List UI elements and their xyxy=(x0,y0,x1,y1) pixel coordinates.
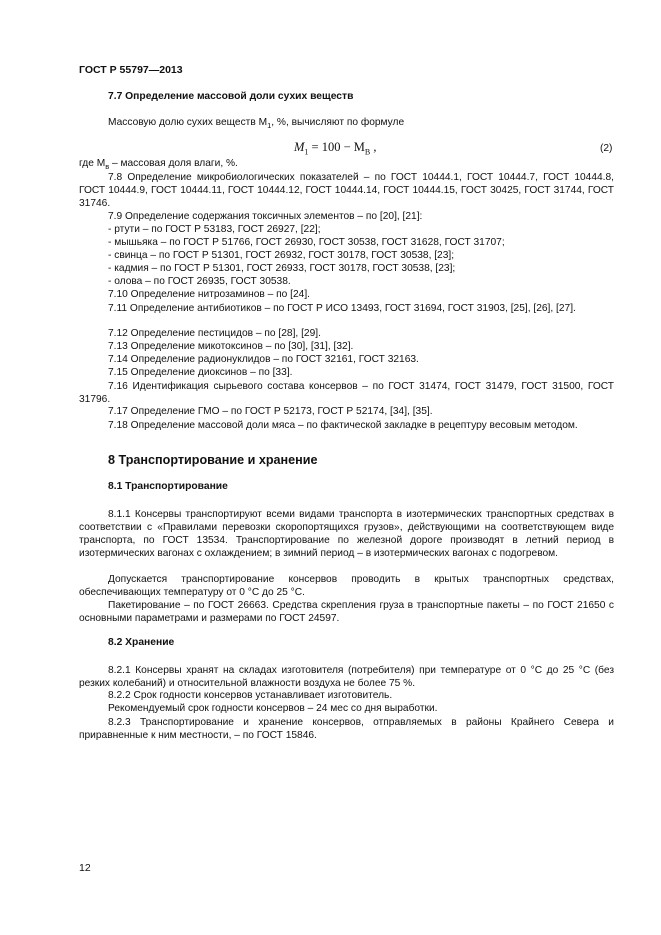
item-7-11: 7.11 Определение антибиотиков – по ГОСТ Р ИСО 13493, ГОСТ 31694, ГОСТ 31903, [25], [26], [27]. xyxy=(108,303,576,314)
equation-number: (2) xyxy=(600,143,613,154)
formula-2: $M_1 = 100 - M_В$ , xyxy=(294,140,377,157)
section-8-title: 8 Транспортирование и хранение xyxy=(108,453,318,467)
item-7-16: 7.16 Идентификация сырьевого состава консервов – по ГОСТ 31474, ГОСТ 31479, ГОСТ 31500, ГОСТ 31796. xyxy=(79,381,614,406)
item-7-12: 7.12 Определение пестицидов – по [28], [29]. xyxy=(108,328,321,339)
formula-intro: Массовую долю сухих веществ $М_1$, %, вычисляют по формуле xyxy=(108,117,405,131)
item-8-1-1-permit: Допускается транспортирование консервов проводить в крытых транспортных средствах, обеспечивающих температуру от 0 °С до 25 °С. xyxy=(79,574,614,599)
item-8-1-1: 8.1.1 Консервы транспортируют всеми видами транспорта в изотермических транспортных средствах в соответствии с «Правилами перевозки скоропортящихся грузов», действующими на соответствующем виде транспорта, по ГОСТ 13534. Транспортирование по железной дороге производят в летний период в изотермических вагонах с охлаждением; в зимний период – в изотермических вагонах с подогревом. xyxy=(79,509,614,560)
page-number: 12 xyxy=(79,862,91,874)
item-7-18: 7.18 Определение массовой доли мяса – по фактической закладке в рецептуру весовым методом. xyxy=(108,420,578,431)
item-7-10: 7.10 Определение нитрозаминов – по [24]. xyxy=(108,289,310,300)
item-7-14: 7.14 Определение радионуклидов – по ГОСТ 32161, ГОСТ 32163. xyxy=(108,354,419,365)
item-7-9: 7.9 Определение содержания токсичных элементов – по [20], [21]: xyxy=(108,211,423,222)
item-7-8: 7.8 Определение микробиологических показателей – по ГОСТ 10444.1, ГОСТ 10444.7, ГОСТ 10444.8, ГОСТ 10444.9, ГОСТ 10444.11, ГОСТ 10444.12, ГОСТ 10444.14, ГОСТ 10444.15, ГОСТ 30425, ГОСТ 31744, ГОСТ 31746. xyxy=(79,172,614,210)
item-8-2-2-recommended: Рекомендуемый срок годности консервов – 24 мес со дня выработки. xyxy=(108,703,438,714)
section-7-7-title: 7.7 Определение массовой доли сухих веществ xyxy=(108,91,354,102)
item-7-13: 7.13 Определение микотоксинов – по [30], [31], [32]. xyxy=(108,341,354,352)
formula-where: где $M_в$ – массовая доля влаги, %. xyxy=(79,158,238,172)
item-7-17: 7.17 Определение ГМО – по ГОСТ Р 52173, ГОСТ Р 52174, [34], [35]. xyxy=(108,406,433,417)
section-8-2-title: 8.2 Хранение xyxy=(108,637,175,648)
item-8-1-1-packaging: Пакетирование – по ГОСТ 26663. Средства скрепления груза в транспортные пакеты – по ГОСТ 21650 с основными параметрами и размерами по ГОСТ 24597. xyxy=(79,600,614,625)
item-7-15: 7.15 Определение диоксинов – по [33]. xyxy=(108,367,293,378)
document-code: ГОСТ Р 55797—2013 xyxy=(79,64,183,76)
item-8-2-3: 8.2.3 Транспортирование и хранение консервов, отправляемых в районы Крайнего Севера и приравненные к ним местности, – по ГОСТ 15846. xyxy=(79,717,614,742)
list-item-lead: - свинца – по ГОСТ Р 51301, ГОСТ 26932, ГОСТ 30178, ГОСТ 30538, [23]; xyxy=(108,250,455,261)
section-8-1-title: 8.1 Транспортирование xyxy=(108,481,228,492)
list-item-arsenic: - мышьяка – по ГОСТ Р 51766, ГОСТ 26930, ГОСТ 30538, ГОСТ 31628, ГОСТ 31707; xyxy=(108,237,505,248)
item-8-2-1: 8.2.1 Консервы хранят на складах изготовителя (потребителя) при температуре от 0 °С до 25 °С (без резких колебаний) и относительной влажности воздуха не более 75 %. xyxy=(79,665,614,690)
list-item-cadmium: - кадмия – по ГОСТ Р 51301, ГОСТ 26933, ГОСТ 30178, ГОСТ 30538, [23]; xyxy=(108,263,456,274)
list-item-mercury: - ртути – по ГОСТ Р 53183, ГОСТ 26927, [22]; xyxy=(108,224,321,235)
item-8-2-2: 8.2.2 Срок годности консервов устанавливает изготовитель. xyxy=(108,690,393,701)
list-item-tin: - олова – по ГОСТ 26935, ГОСТ 30538. xyxy=(108,276,291,287)
